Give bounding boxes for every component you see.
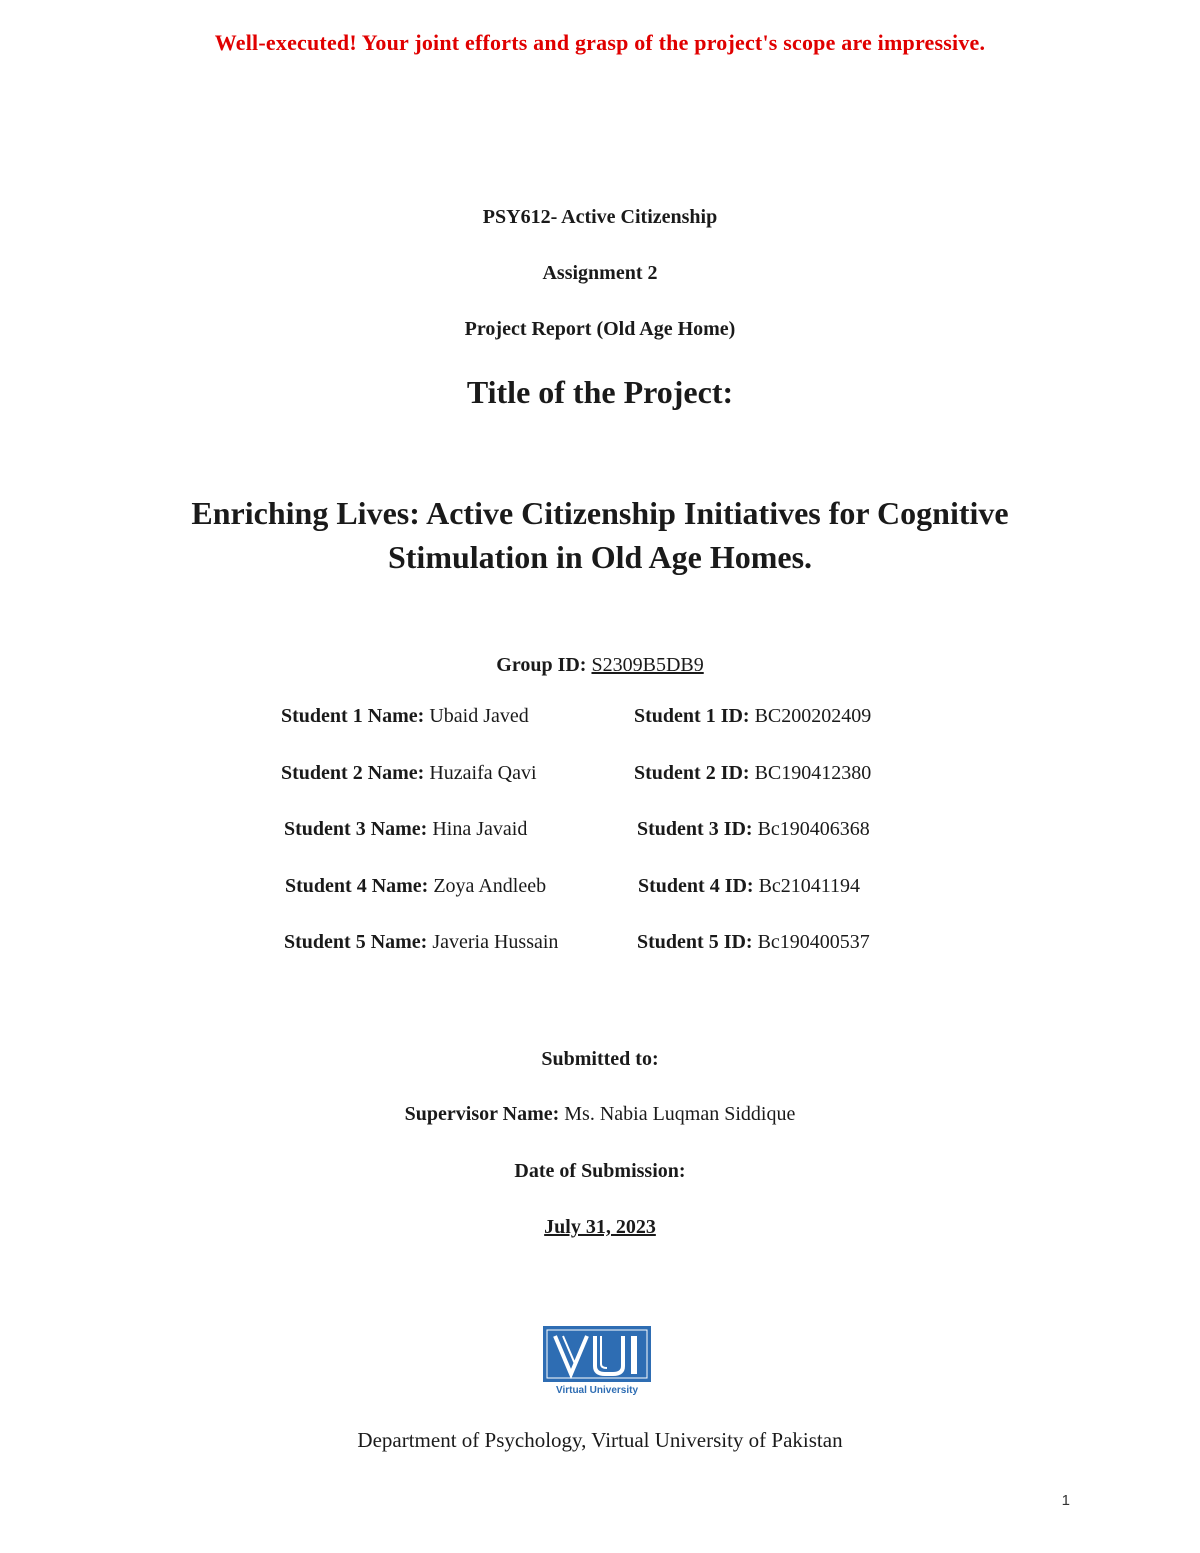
group-id-label: Group ID:: [496, 654, 587, 676]
student-id: Student 3 ID: Bc190406368: [637, 818, 870, 840]
student-name: Student 1 Name: Ubaid Javed: [281, 705, 529, 727]
course-title: PSY612- Active Citizenship: [482, 206, 718, 228]
group-id: [0, 654, 1200, 677]
supervisor-label: Supervisor Name:: [404, 1103, 560, 1125]
submitted-to-label: Submitted to:: [541, 1048, 659, 1070]
student-id: Student 4 ID: Bc21041194: [638, 875, 861, 897]
student-id: Student 1 ID: BC200202409: [634, 705, 872, 727]
date-label: Date of Submission:: [514, 1160, 686, 1182]
vu-logo-icon: [541, 1326, 653, 1396]
department-footer: Department of Psychology, Virtual University of Pakistan: [357, 1428, 843, 1452]
project-title: [0, 491, 1200, 579]
logo-caption: Virtual University: [555, 1385, 639, 1396]
supervisor: [0, 1103, 1200, 1126]
student-id: Student 5 ID: Bc190400537: [637, 931, 870, 953]
report-type: Project Report (Old Age Home): [464, 318, 736, 340]
project-title-line-2: Stimulation in Old Age Homes.: [387, 539, 813, 575]
page-number: 1: [1061, 1492, 1070, 1509]
student-name: Student 2 Name: Huzaifa Qavi: [281, 762, 537, 784]
group-id-link[interactable]: S2309B5DB9: [591, 654, 704, 676]
submission-date: July 31, 2023: [544, 1216, 656, 1238]
title-heading: Title of the Project:: [466, 374, 734, 410]
student-name: Student 5 Name: Javeria Hussain: [284, 931, 559, 953]
university-logo: [541, 1326, 653, 1396]
student-name: Student 3 Name: Hina Javaid: [284, 818, 528, 840]
project-title-line-1: Enriching Lives: Active Citizenship Initiatives for Cognitive: [191, 495, 1009, 531]
assignment-label: Assignment 2: [542, 262, 658, 284]
feedback-note: Well-executed! Your joint efforts and grasp of the project's scope are impressive.: [214, 30, 986, 55]
student-id: Student 2 ID: BC190412380: [634, 762, 872, 784]
supervisor-name: Ms. Nabia Luqman Siddique: [564, 1103, 796, 1125]
student-name: Student 4 Name: Zoya Andleeb: [285, 875, 547, 897]
